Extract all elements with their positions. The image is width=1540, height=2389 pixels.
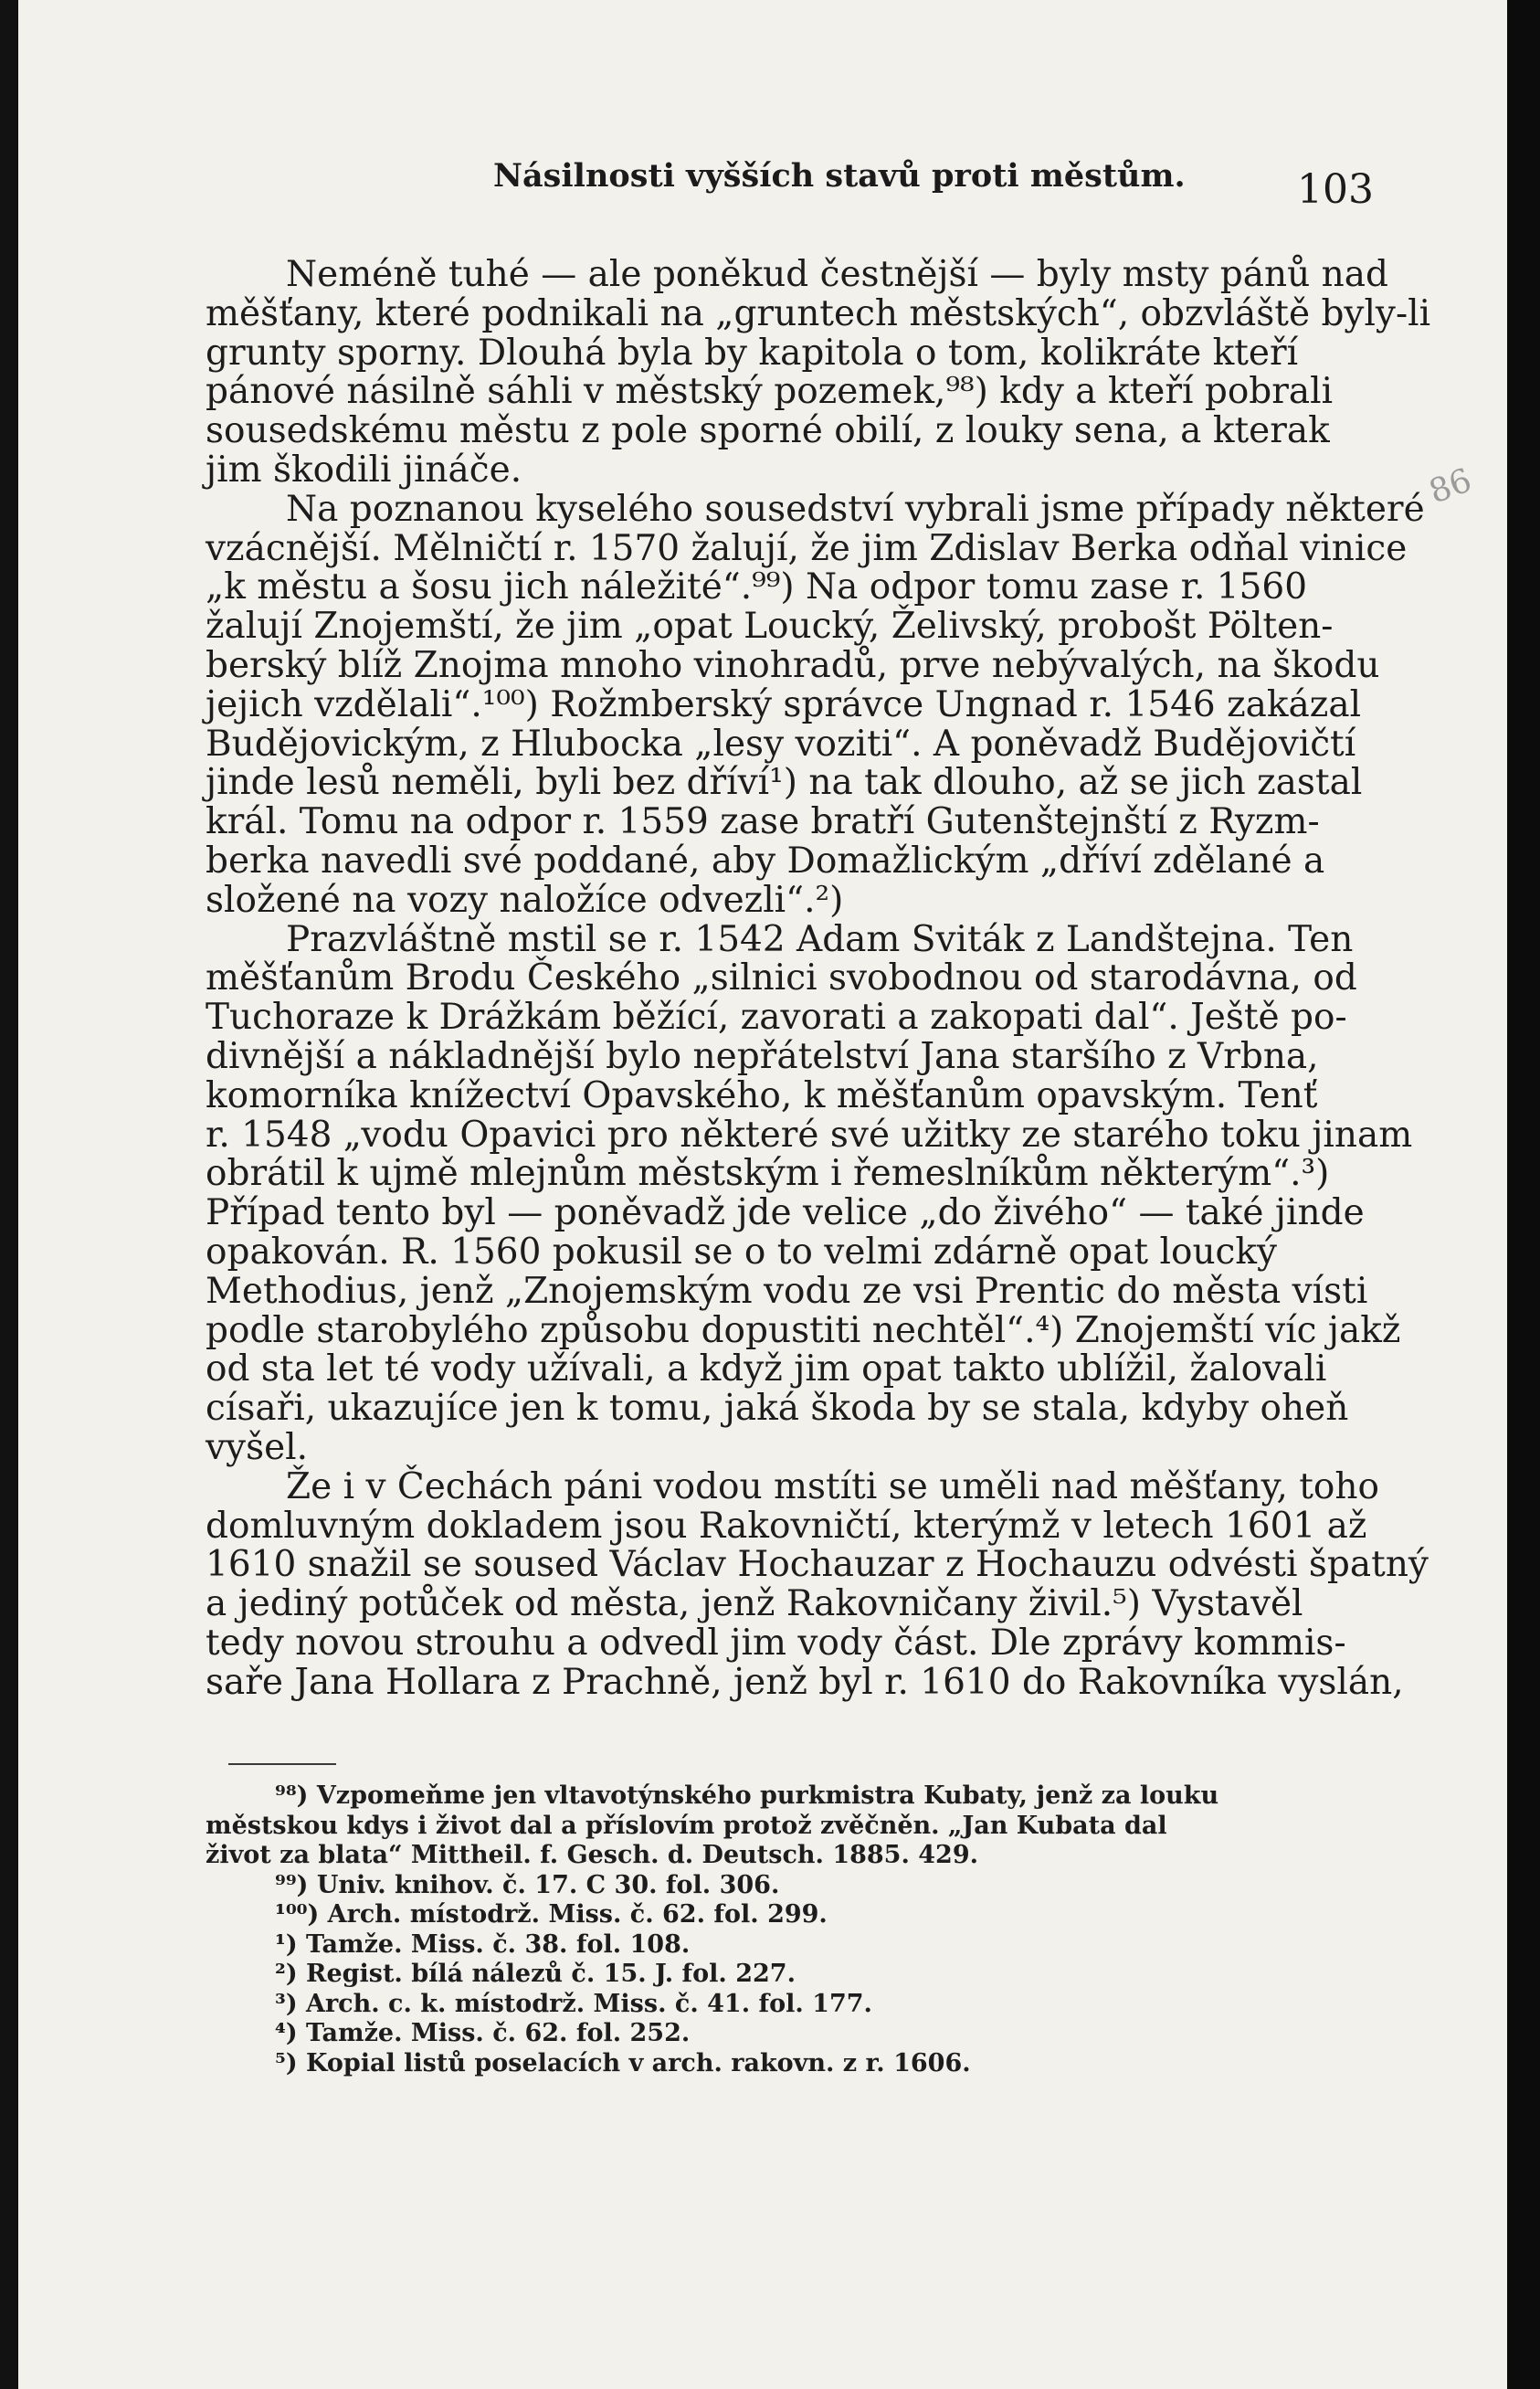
body-line: divnější a nákladnější bylo nepřátelství Jana staršího z Vrbna, bbox=[206, 1035, 1319, 1077]
body-line: císaři, ukazujíce jen k tomu, jaká škoda by se stala, kdyby oheň bbox=[206, 1388, 1349, 1430]
body-line: pánové násilně sáhli v městský pozemek,⁹⁸) kdy a kteří pobrali bbox=[206, 371, 1334, 413]
body-line: Budějovickým, z Hlubocka „lesy voziti“. A poněvadž Budějovičtí bbox=[206, 723, 1356, 765]
body-line: Že i v Čechách páni vodou mstíti se uměli nad měšťany, toho bbox=[286, 1465, 1379, 1507]
body-line: obrátil k ujmě mlejnům městským i řemeslníkům některým“.³) bbox=[206, 1153, 1330, 1195]
footnote-line: městskou kdys i život dal a příslovím protož zvěčněn. „Jan Kubata dal bbox=[206, 1811, 1167, 1840]
body-line: berský blíž Znojma mnoho vinohradů, prve nebývalých, na škodu bbox=[206, 644, 1380, 686]
footnote-line: ⁹⁸) Vzpomeňme jen vltavotýnského purkmistra Kubaty, jenž za louku bbox=[275, 1781, 1219, 1810]
footnote-line: ⁴) Tamže. Miss. č. 62. fol. 252. bbox=[275, 2019, 691, 2047]
margin-annotation: 86 bbox=[1424, 461, 1477, 512]
page-number: 103 bbox=[1297, 166, 1374, 213]
running-header: Násilnosti vyšších stavů proti městům. bbox=[493, 157, 1186, 195]
body-line: vzácnější. Mělničtí r. 1570 žalují, že jim Zdislav Berka odňal vinice bbox=[206, 527, 1408, 569]
body-line: od sta let té vody užívali, a když jim opat takto ublížil, žalovali bbox=[206, 1348, 1327, 1390]
body-line: r. 1548 „vodu Opavici pro některé své užitky ze starého toku jinam bbox=[206, 1114, 1413, 1156]
footnote-line: ¹) Tamže. Miss. č. 38. fol. 108. bbox=[275, 1929, 691, 1959]
body-line: Prazvláštně mstil se r. 1542 Adam Sviták z Landštejna. Ten bbox=[286, 918, 1354, 960]
body-line: jinde lesů neměli, byli bez dříví¹) na tak dlouho, až se jich zastal bbox=[206, 762, 1363, 804]
body-line: opakován. R. 1560 pokusil se o to velmi zdárně opat loucký bbox=[206, 1231, 1278, 1273]
body-line: Neméně tuhé — ale poněkud čestnější — byly msty pánů nad bbox=[286, 254, 1388, 295]
body-line: Případ tento byl — poněvadž jde velice „do živého“ — také jinde bbox=[206, 1192, 1365, 1234]
footnotes bbox=[206, 1781, 1384, 2078]
footnote-line: ⁵) Kopial listů poselacích v arch. rakovn. z r. 1606. bbox=[275, 2048, 971, 2077]
footnote-line: život za blata“ Mittheil. f. Gesch. d. Deutsch. 1885. 429. bbox=[206, 1841, 979, 1869]
body-line: podle starobylého způsobu dopustiti nechtěl“.⁴) Znojemští víc jakž bbox=[206, 1309, 1401, 1351]
body-line: grunty sporny. Dlouhá byla by kapitola o tom, kolikráte kteří bbox=[206, 332, 1299, 374]
body-line: Tuchoraze k Drážkám běžící, zavorati a zakopati dal“. Ještě po- bbox=[206, 997, 1347, 1039]
body-line: měšťany, které podnikali na „gruntech městských“, obzvláště byly-li bbox=[206, 292, 1431, 334]
body-line: žalují Znojemští, že jim „opat Loucký, Želivský, probošt Pölten- bbox=[206, 606, 1334, 648]
body-line: vyšel. bbox=[206, 1426, 309, 1468]
body-line: měšťanům Brodu Českého „silnici svobodnou od starodávna, od bbox=[206, 957, 1357, 999]
body-line: Methodius, jenž „Znojemským vodu ze vsi Prentic do města vísti bbox=[206, 1270, 1368, 1312]
body-line: jim škodili jináče. bbox=[206, 449, 522, 491]
footnote-line: ²) Regist. bílá nálezů č. 15. J. fol. 227. bbox=[275, 1960, 796, 1988]
footnote-line: ⁹⁹) Univ. knihov. č. 17. C 30. fol. 306. bbox=[275, 1870, 780, 1899]
body-text bbox=[206, 254, 1431, 1703]
body-line: saře Jana Hollara z Prachně, jenž byl r. 1610 do Rakovníka vyslán, bbox=[206, 1661, 1404, 1703]
body-line: berka navedli své poddané, aby Domažlickým „dříví zdělané a bbox=[206, 840, 1325, 882]
book-page bbox=[18, 0, 1507, 2389]
body-line: král. Tomu na odpor r. 1559 zase bratří Gutenštejnští z Ryzm- bbox=[206, 801, 1320, 843]
body-line: 1610 snažil se soused Václav Hochauzar z Hochauzu odvésti špatný bbox=[206, 1544, 1429, 1586]
body-line: tedy novou strouhu a odvedl jim vody část. Dle zprávy kommis- bbox=[206, 1622, 1346, 1664]
footnote-line: ¹⁰⁰) Arch. místodrž. Miss. č. 62. fol. 299. bbox=[275, 1900, 828, 1929]
footnote-divider bbox=[228, 1763, 336, 1765]
body-line: složené na vozy naložíce odvezli“.²) bbox=[206, 879, 844, 921]
body-line: komorníka knížectví Opavského, k měšťanům opavským. Tenť bbox=[206, 1074, 1318, 1116]
body-line: Na poznanou kyselého sousedství vybrali jsme případy některé bbox=[286, 488, 1425, 530]
body-line: a jediný potůček od města, jenž Rakovničany živil.⁵) Vystavěl bbox=[206, 1583, 1303, 1625]
body-line: „k městu a šosu jich náležité“.⁹⁹) Na odpor tomu zase r. 1560 bbox=[206, 566, 1308, 608]
body-line: domluvným dokladem jsou Rakovničtí, kterýmž v letech 1601 až bbox=[206, 1505, 1367, 1547]
footnote-line: ³) Arch. c. k. místodrž. Miss. č. 41. fol. 177. bbox=[275, 1989, 872, 2018]
body-line: jejich vzdělali“.¹⁰⁰) Rožmberský správce Ungnad r. 1546 zakázal bbox=[206, 683, 1362, 725]
body-line: sousedskému městu z pole sporné obilí, z louky sena, a kterak bbox=[206, 410, 1330, 452]
